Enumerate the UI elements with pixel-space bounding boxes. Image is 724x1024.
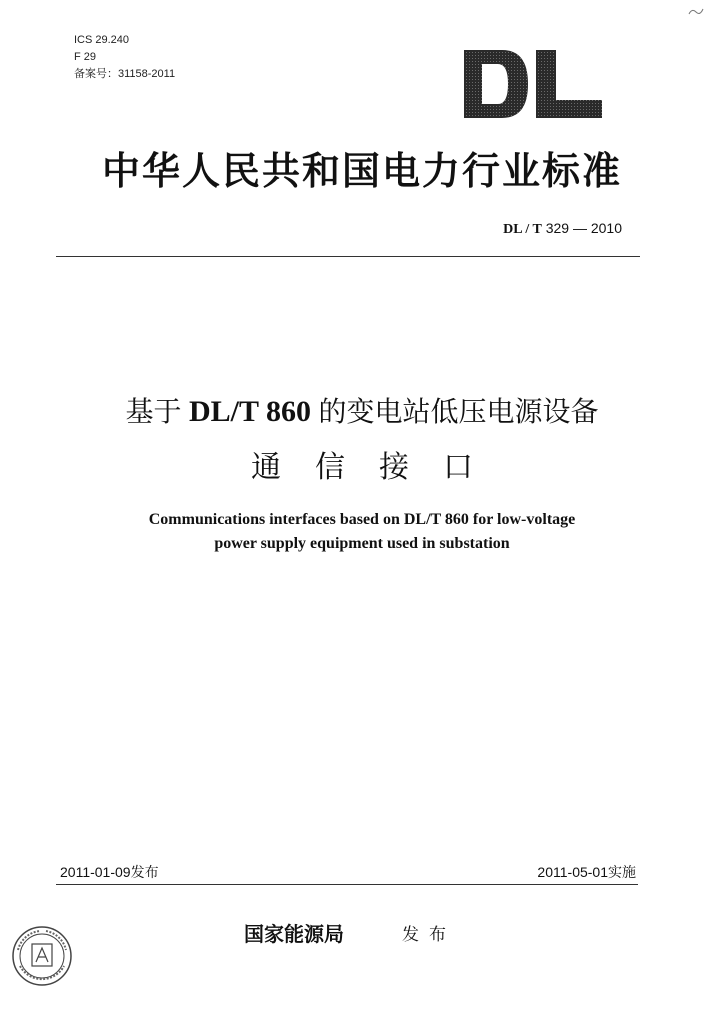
ics-code: ICS 29.240: [74, 34, 130, 46]
standard-code: [503, 220, 622, 238]
record-number: 备案号：31158-2011: [74, 68, 176, 80]
title-en-line2: power supply equipment used in substation: [214, 535, 510, 552]
classification-block: [74, 32, 175, 83]
effective-date: 2011-05-01实施: [537, 864, 636, 880]
publisher-name: 国家能源局: [244, 922, 344, 946]
header-divider: [56, 256, 640, 257]
title-en-line1: Communications interfaces based on DL/T 860 for low-voltage: [148, 511, 576, 528]
title-cn-after: 的变电站低压电源设备: [318, 395, 599, 428]
corner-mark: [688, 6, 704, 16]
official-seal-icon: [10, 924, 74, 988]
issue-date: 2011-01-09发布: [60, 864, 159, 880]
title-cn-standard-ref: DL/T 860: [181, 395, 319, 428]
standard-code-prefix: DL / T: [503, 222, 542, 237]
ccs-code: F 29: [74, 51, 97, 63]
document-title-cn-line2: 通信接口: [251, 450, 507, 485]
standard-category-title: 中华人民共和国电力行业标准: [101, 148, 622, 193]
footer-divider: [56, 884, 638, 885]
title-cn-before: 基于: [125, 395, 182, 428]
standard-code-number: 329 — 2010: [545, 220, 622, 236]
publisher-action: 发布: [402, 925, 456, 945]
dl-logo: [462, 48, 604, 120]
document-title-en: [0, 508, 724, 556]
document-title-cn: [0, 390, 724, 430]
